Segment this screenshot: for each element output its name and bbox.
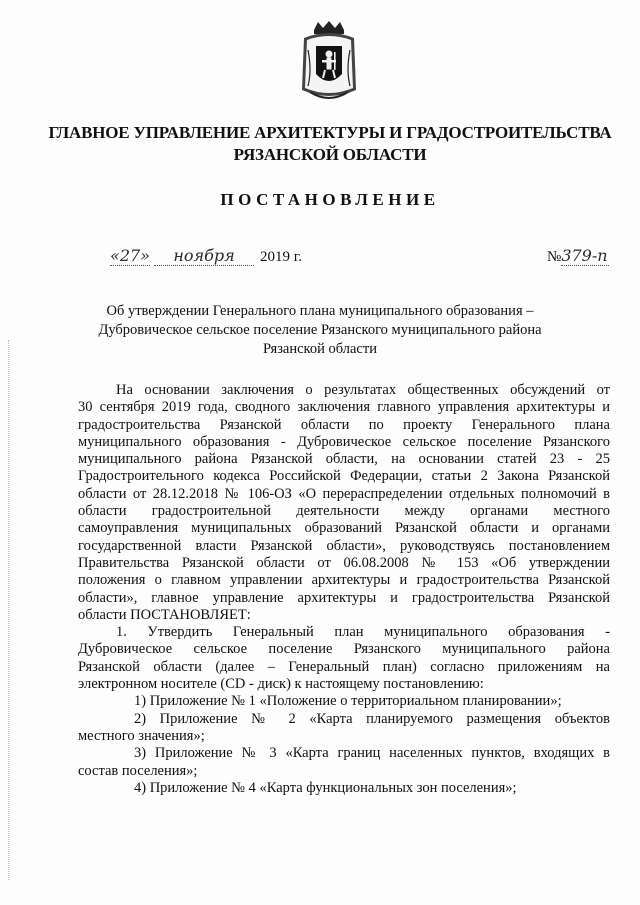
subject-line: Рязанской области	[263, 341, 377, 357]
document-number	[547, 246, 609, 266]
body-line: самоуправления муниципальных образований Рязанской области и органами	[78, 520, 610, 537]
body-line: 30 сентября 2019 года, сводного заключения главного управления архитектуры и	[78, 399, 610, 416]
body-line: На основании заключения о результатах общественных обсуждений от	[116, 382, 610, 398]
body-line: Градостроительного кодекса Российской Федерации, статьи 2 Закона Рязанской	[78, 468, 610, 485]
appendix-item: 3) Приложение № 3 «Карта границ населенных пунктов, входящих в	[134, 745, 610, 762]
number-handwritten: 379-п	[561, 246, 608, 265]
date-month-handwritten: ноября	[154, 246, 254, 266]
date-day-handwritten: «27»	[110, 246, 150, 265]
document-subject	[80, 302, 560, 359]
body-line: области градостроительной деятельности между органами местного	[78, 503, 610, 520]
body-line: области ПОСТАНОВЛЯЕТ:	[78, 606, 251, 623]
body-line: муниципального образования - Дубровическое сельское поселение Рязанского	[78, 433, 610, 450]
appendix-item-continued: состав поселения»;	[78, 762, 198, 779]
organization-name-line1: ГЛАВНОЕ УПРАВЛЕНИЕ АРХИТЕКТУРЫ И ГРАДОСТРОИТЕЛЬСТВА	[48, 123, 612, 142]
body-line: области от 28.12.2018 № 106-ОЗ «О перераспределении отдельных полномочий в	[78, 485, 610, 502]
document-type-title: ПОСТАНОВЛЕНИЕ	[220, 190, 440, 209]
body-line: градостроительства Рязанской области по проекту Генерального плана	[78, 416, 610, 433]
appendix-item: 4) Приложение № 4 «Карта функциональных зон поселения»;	[134, 779, 517, 796]
coat-of-arms-icon	[298, 20, 360, 104]
document-body	[78, 382, 610, 797]
subject-line: Дубровическое сельское поселение Рязанского муниципального района	[98, 322, 542, 338]
clause-line: Дубровическое сельское поселение Рязанского муниципального района	[78, 641, 610, 658]
clause-line: 1. Утвердить Генеральный план муниципального образования -	[116, 624, 610, 641]
appendix-item: 2) Приложение № 2 «Карта планируемого размещения объектов	[134, 710, 610, 727]
appendix-item-continued: местного значения»;	[78, 727, 205, 744]
number-prefix: №	[547, 249, 562, 265]
subject-line: Об утверждении Генерального плана муниципального образования –	[106, 303, 534, 319]
document-date	[110, 246, 302, 266]
body-line: области», главное управление архитектуры и градостроительства Рязанской	[78, 589, 610, 606]
body-line: государственной власти Рязанской области», руководствуясь постановлением	[78, 537, 610, 554]
body-line: муниципального района Рязанской области, на основании статей 23 - 25	[78, 451, 610, 468]
margin-scan-artifact	[8, 340, 10, 880]
clause-line: электронном носителе (CD - диск) к настоящему постановлению:	[78, 676, 484, 693]
date-year: 2019 г.	[260, 249, 302, 265]
clause-line: Рязанской области (далее – Генеральный план) согласно приложениям на	[78, 658, 610, 675]
appendix-item: 1) Приложение № 1 «Положение о территориальном планировании»;	[134, 693, 562, 710]
organization-name-line2: РЯЗАНСКОЙ ОБЛАСТИ	[233, 145, 427, 164]
body-line: положения о главном управлении архитектуры и градостроительства Рязанской	[78, 572, 610, 589]
body-line: Правительства Рязанской области от 06.08.2008 № 153 «Об утверждении	[78, 554, 610, 571]
